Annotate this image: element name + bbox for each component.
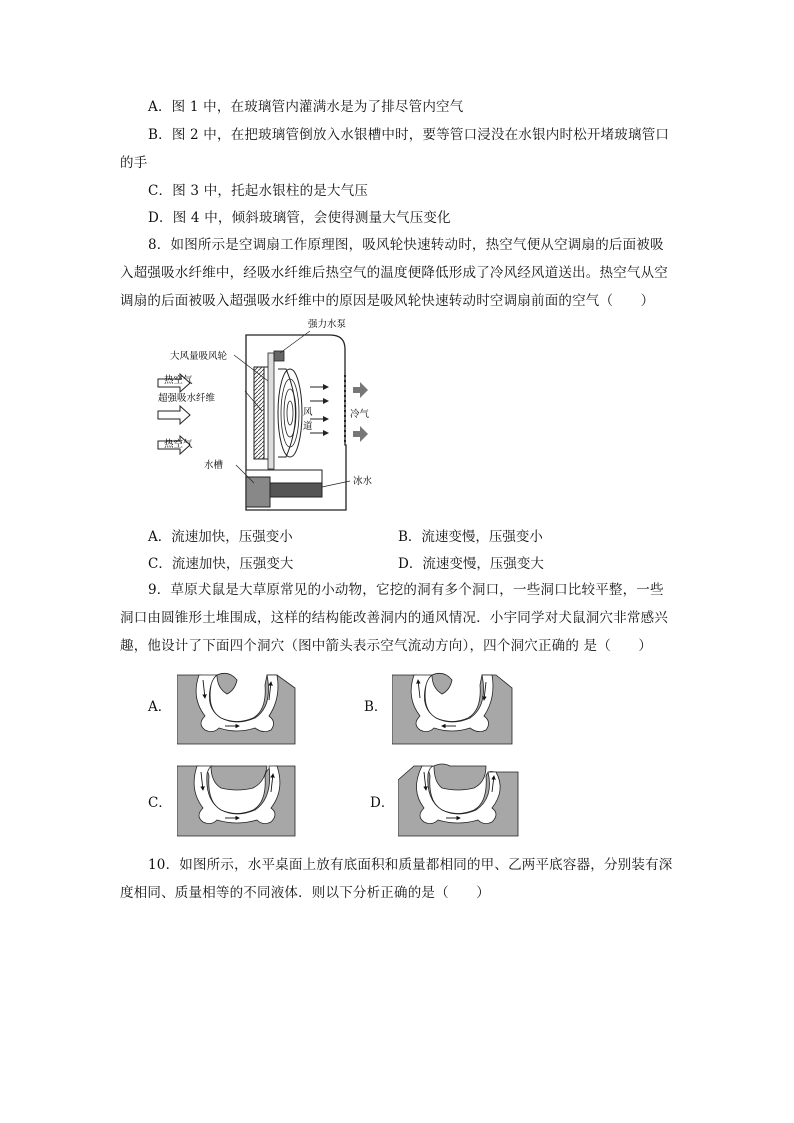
q8-option-b: B．流速变慢，压强变小 <box>398 529 543 545</box>
q8-option-a: A．流速加快，压强变小 <box>148 529 293 545</box>
label-tank: 水槽 <box>204 460 224 471</box>
q8-stem-line-3: 调扇的后面被吸入超强吸水纤维中的原因是吸风轮快速转动时空调扇前面的空气（ ） <box>120 293 655 309</box>
burrow-diagram-c <box>177 762 297 837</box>
fan-wheel-icon <box>278 369 302 457</box>
q9-label-d: D． <box>370 795 395 811</box>
burrow-diagram-a <box>177 670 297 745</box>
q9-label-a: A． <box>148 699 172 715</box>
q9-label-c: C． <box>148 795 172 811</box>
burrow-diagram-d <box>398 762 520 837</box>
q10-stem-line-1: 10．如图所示，水平桌面上放有底面积和质量都相同的甲、乙两平底容器，分别装有深 <box>148 857 673 873</box>
q8-option-c: C．流速加快，压强变大 <box>148 556 294 572</box>
q7-option-a: A．图 1 中，在玻璃管内灌满水是为了排尽管内空气 <box>148 99 464 115</box>
label-hot-air-1: 热空气 <box>164 375 193 386</box>
q8-stem-line-2: 入超强吸水纤维中，经吸水纤维后热空气的温度便降低形成了冷风经风道送出。热空气从空 <box>120 265 668 281</box>
q8-option-d: D．流速变慢，压强变大 <box>398 556 544 572</box>
q7-option-c: C．图 3 中，托起水银柱的是大气压 <box>148 183 369 199</box>
label-ice-water: 冰水 <box>353 476 373 487</box>
q7-option-b-continued: 的手 <box>120 155 148 171</box>
label-cold-air: 冷气 <box>350 409 370 420</box>
q9-label-b: B． <box>364 699 388 715</box>
q9-stem-line-2: 洞口由圆锥形土堆围成，这样的结构能改善洞内的通风情况．小宇同学对犬鼠洞穴非常感兴 <box>120 610 668 626</box>
label-duct-1: 风 <box>303 407 313 418</box>
burrow-diagram-b <box>392 670 514 745</box>
q8-stem-line-1: 8．如图所示是空调扇工作原理图，吸风轮快速转动时，热空气便从空调扇的后面被吸 <box>148 237 664 253</box>
label-pump: 强力水泵 <box>308 319 347 330</box>
q9-stem-line-3: 趣，他设计了下面四个洞穴（图中箭头表示空气流动方向），四个洞穴正确的 是（ ） <box>120 638 653 654</box>
label-duct-2: 道 <box>303 421 313 432</box>
q7-option-d: D．图 4 中，倾斜玻璃管，会使得测量大气压变化 <box>148 210 451 226</box>
label-fiber: 超强吸水纤维 <box>158 393 216 404</box>
label-hot-air-2: 热空气 <box>164 439 193 450</box>
q9-stem-line-1: 9．草原犬鼠是大草原常见的小动物，它挖的洞有多个洞口，一些洞口比较平整，一些 <box>148 582 664 598</box>
air-conditioner-fan-diagram <box>150 315 390 515</box>
label-fan: 大风量吸风轮 <box>170 351 228 362</box>
q7-option-b: B．图 2 中，在把玻璃管倒放入水银槽中时，要等管口浸没在水银内时松开堵玻璃管口 <box>148 127 670 143</box>
q10-stem-line-2: 度相同、质量相等的不同液体．则以下分析正确的是（ ） <box>120 885 490 901</box>
